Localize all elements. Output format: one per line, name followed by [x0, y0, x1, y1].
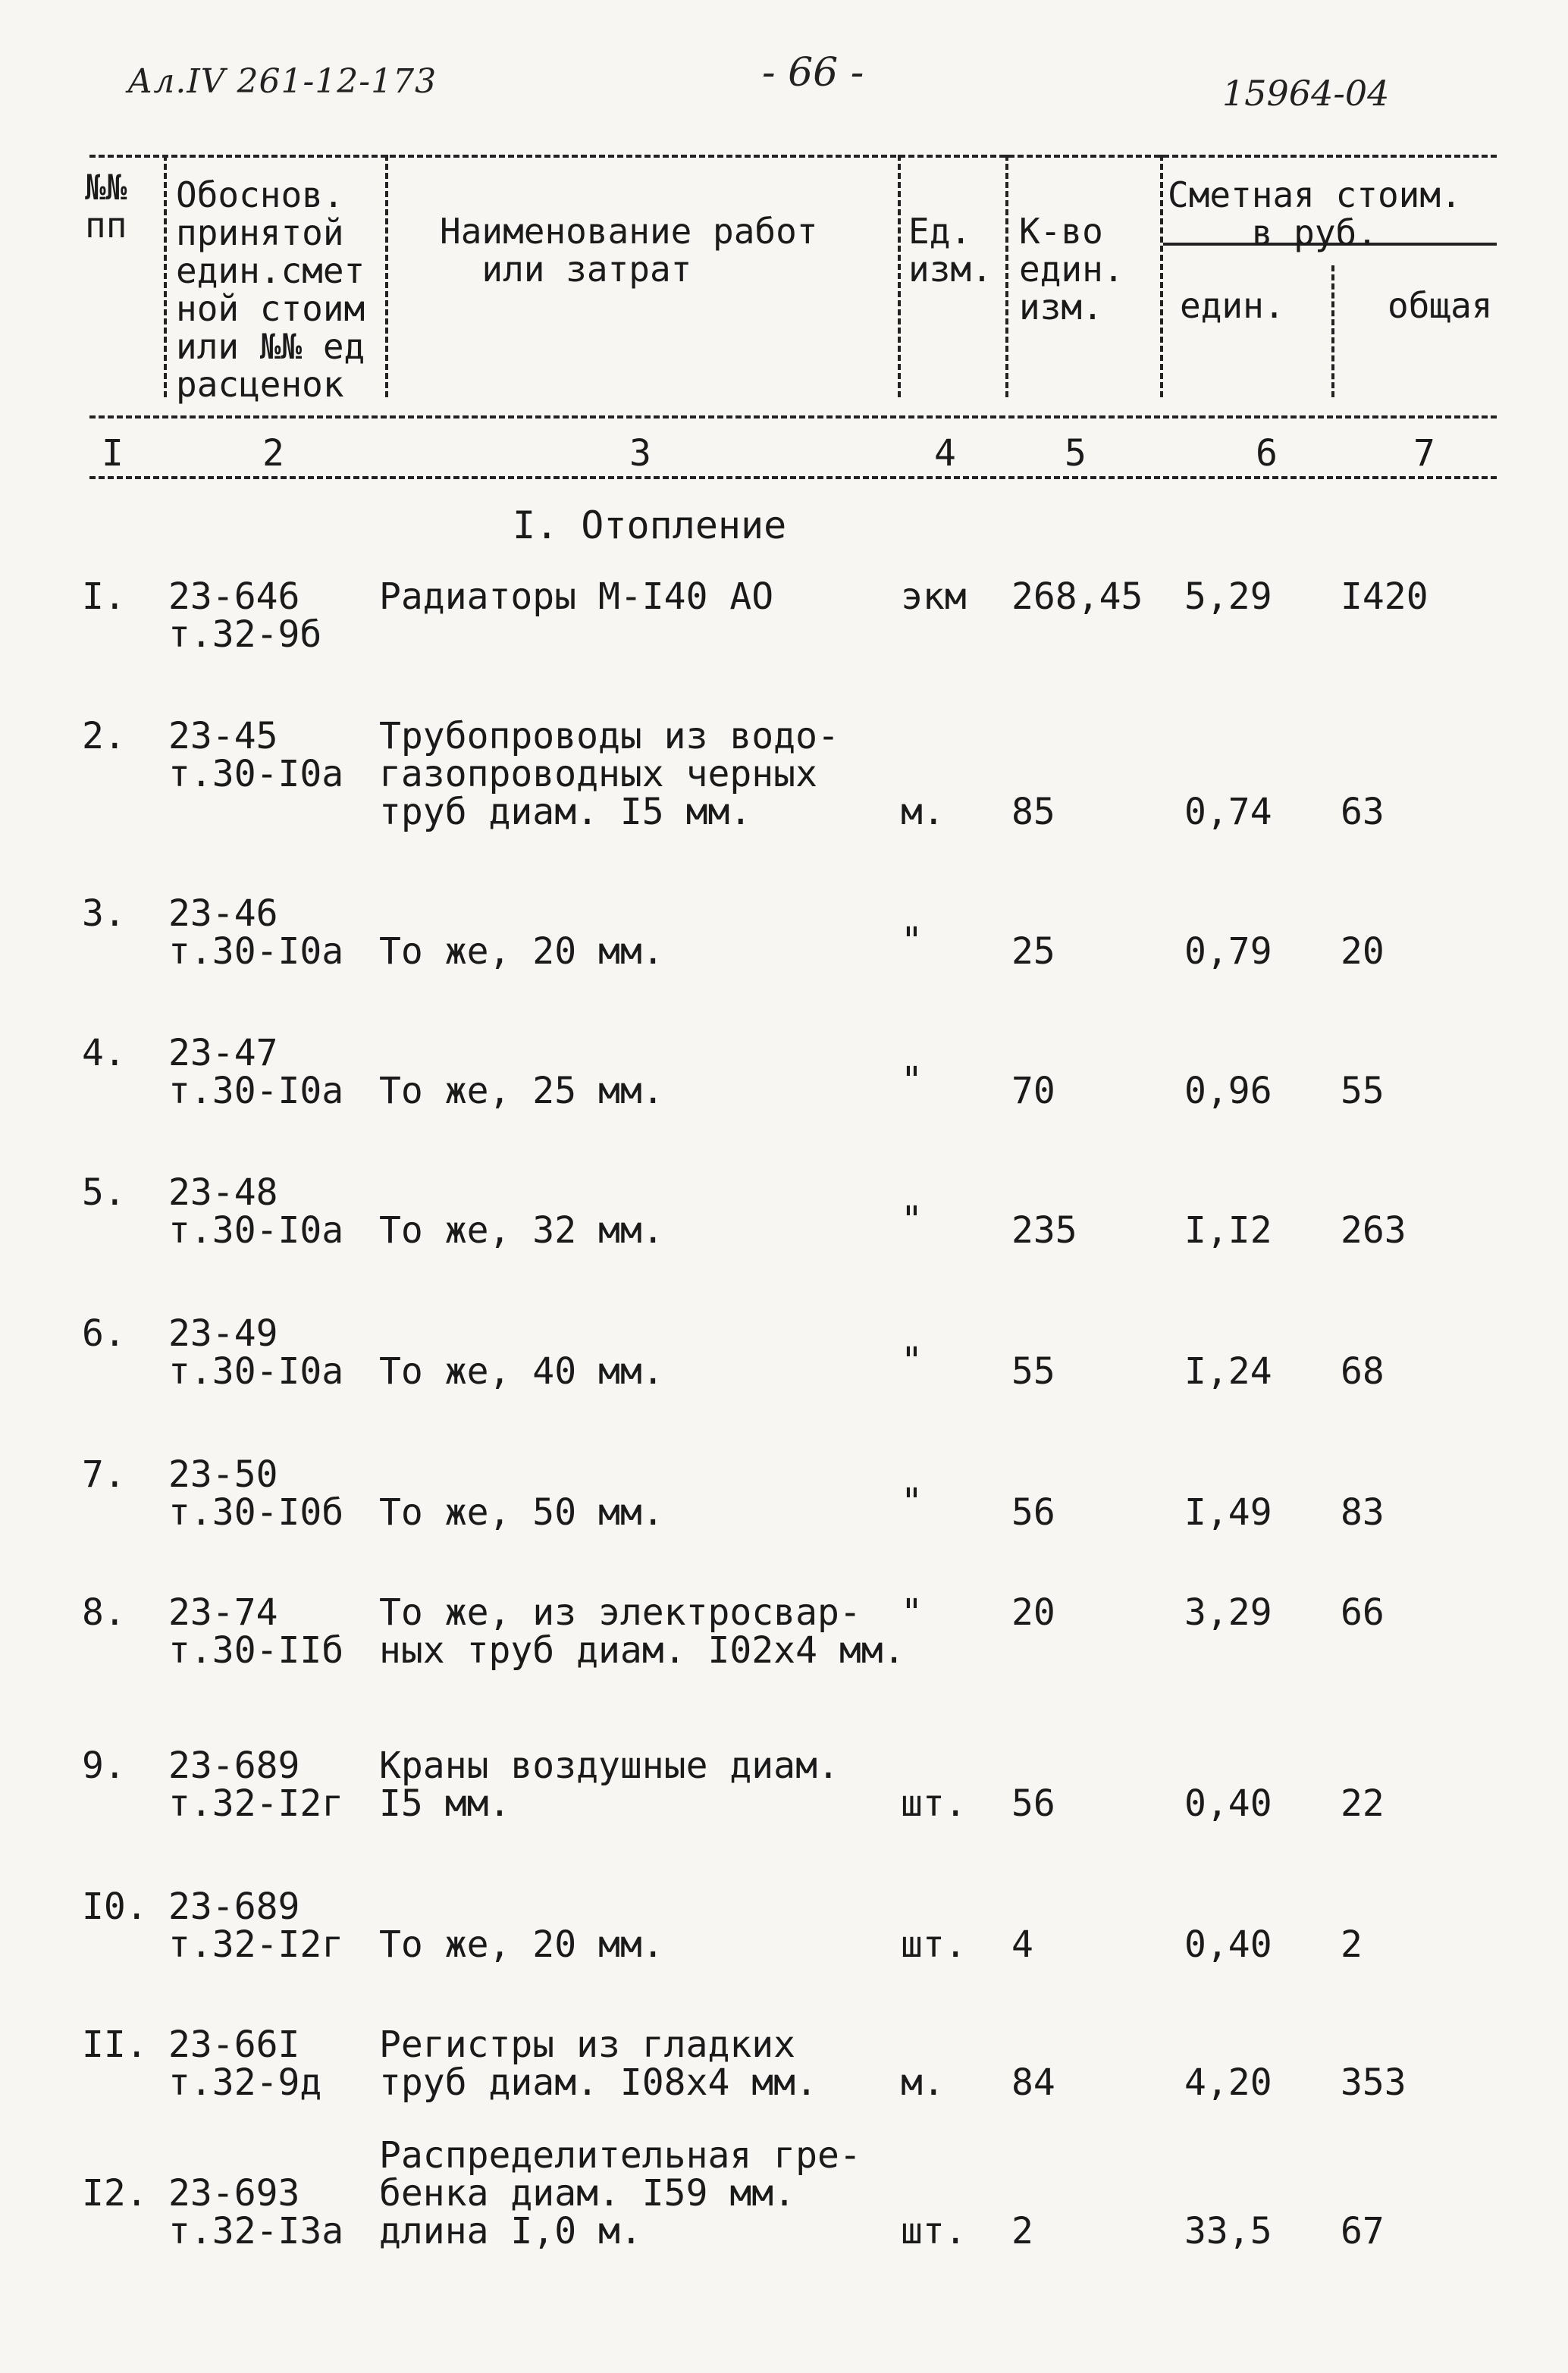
- colnum-6: 6: [1256, 432, 1278, 475]
- row-number: I0.: [82, 1886, 148, 1928]
- row-unit-cost: I,49: [1184, 1491, 1272, 1534]
- row-number: 7.: [82, 1453, 126, 1496]
- row-total-cost: 55: [1341, 1070, 1385, 1112]
- row-quantity: 85: [1011, 791, 1055, 833]
- row-basis-code: 23-47 т.30-I0а: [168, 1032, 344, 1112]
- row-unit: ": [901, 1059, 923, 1102]
- row-basis-code: 23-49 т.30-I0а: [168, 1312, 344, 1393]
- row-unit-cost: 5,29: [1184, 575, 1272, 618]
- col-divider-3: [898, 155, 901, 397]
- colnum-7: 7: [1413, 432, 1435, 475]
- row-total-cost: 66: [1341, 1591, 1385, 1634]
- row-basis-code: 23-74 т.30-IIб: [168, 1591, 344, 1672]
- row-quantity: 4: [1011, 1923, 1033, 1966]
- row-unit-cost: 0,96: [1184, 1070, 1272, 1112]
- row-total-cost: 2: [1341, 1923, 1363, 1966]
- row-unit: шт.: [901, 2210, 967, 2252]
- row-work-name: То же, 32 мм.: [379, 1209, 664, 1252]
- row-unit: ": [901, 1481, 923, 1523]
- row-basis-code: 23-693 т.32-I3а: [168, 2172, 344, 2252]
- colnum-1: I: [102, 432, 124, 475]
- row-unit-cost: 0,74: [1184, 791, 1272, 833]
- row-work-name: То же, 25 мм.: [379, 1070, 664, 1112]
- row-total-cost: 83: [1341, 1491, 1385, 1534]
- row-number: 8.: [82, 1591, 126, 1634]
- document-code: Ал.IV 261-12-173: [127, 62, 437, 101]
- row-work-name: Регистры из гладких труб диам. I08х4 мм.: [379, 2023, 817, 2104]
- row-quantity: 56: [1011, 1491, 1055, 1534]
- row-total-cost: I420: [1341, 575, 1428, 618]
- row-work-name: То же, 20 мм.: [379, 1923, 664, 1966]
- row-quantity: 235: [1011, 1209, 1077, 1252]
- row-total-cost: 263: [1341, 1209, 1406, 1252]
- row-total-cost: 353: [1341, 2061, 1406, 2104]
- row-unit: шт.: [901, 1782, 967, 1825]
- row-unit-cost: 0,79: [1184, 930, 1272, 973]
- header-cost-group: Сметная стоим. в руб.: [1168, 174, 1462, 253]
- row-number: 3.: [82, 892, 126, 935]
- header-col-total-cost: общая: [1388, 285, 1493, 326]
- row-basis-code: 23-689 т.32-I2г: [168, 1886, 344, 1966]
- row-quantity: 70: [1011, 1070, 1055, 1112]
- row-unit-cost: I,24: [1184, 1350, 1272, 1393]
- row-total-cost: 67: [1341, 2210, 1385, 2252]
- row-unit-cost: I,I2: [1184, 1209, 1272, 1252]
- row-unit: ": [901, 1199, 923, 1241]
- row-work-name: То же, из электросвар- ных труб диам. I02х4 мм.: [379, 1591, 905, 1672]
- header-col-qty: К-во един. изм.: [1019, 211, 1124, 328]
- row-unit-cost: 3,29: [1184, 1591, 1272, 1634]
- row-work-name: Распределительная гре- бенка диам. I59 мм. длина I,0 м.: [379, 2134, 861, 2252]
- row-quantity: 2: [1011, 2210, 1033, 2252]
- row-quantity: 268,45: [1011, 575, 1143, 618]
- page-number: - 66 -: [762, 50, 864, 96]
- row-work-name: Радиаторы М-I40 АО: [379, 575, 774, 618]
- row-total-cost: 63: [1341, 791, 1385, 833]
- row-basis-code: 23-646 т.32-9б: [168, 575, 322, 656]
- row-number: II.: [82, 2023, 148, 2066]
- col-divider-5: [1160, 155, 1163, 397]
- header-col-number: №№ пп: [85, 167, 127, 246]
- row-unit: ": [901, 1591, 923, 1634]
- row-basis-code: 23-46 т.30-I0а: [168, 892, 344, 973]
- row-total-cost: 20: [1341, 930, 1385, 973]
- row-unit-cost: 33,5: [1184, 2210, 1272, 2252]
- row-number: 9.: [82, 1744, 126, 1787]
- row-basis-code: 23-50 т.30-I0б: [168, 1453, 344, 1534]
- row-quantity: 20: [1011, 1591, 1055, 1634]
- colnum-bottom-rule: [89, 476, 1497, 479]
- row-unit: шт.: [901, 1923, 967, 1966]
- row-number: 6.: [82, 1312, 126, 1355]
- row-work-name: То же, 20 мм.: [379, 930, 664, 973]
- row-unit: м.: [901, 791, 945, 833]
- row-quantity: 84: [1011, 2061, 1055, 2104]
- header-col-unit: Ед. изм.: [908, 211, 993, 290]
- header-top-rule: [89, 155, 1497, 158]
- row-quantity: 25: [1011, 930, 1055, 973]
- row-number: I.: [82, 575, 126, 618]
- row-quantity: 56: [1011, 1782, 1055, 1825]
- row-work-name: То же, 50 мм.: [379, 1491, 664, 1534]
- row-number: 2.: [82, 715, 126, 757]
- row-unit: ": [901, 920, 923, 962]
- row-basis-code: 23-45 т.30-I0а: [168, 715, 344, 795]
- header-col-basis: Обоснов. принятой един.смет ной стоим или №№ ед расценок: [176, 174, 365, 405]
- row-number: I2.: [82, 2172, 148, 2215]
- row-number: 4.: [82, 1032, 126, 1074]
- header-col-unit-cost: един.: [1180, 285, 1285, 326]
- row-basis-code: 23-689 т.32-I2г: [168, 1744, 344, 1825]
- row-unit-cost: 0,40: [1184, 1923, 1272, 1966]
- colnum-2: 2: [262, 432, 284, 475]
- sheet-code: 15964-04: [1222, 73, 1390, 114]
- row-unit: м.: [901, 2061, 945, 2104]
- row-quantity: 55: [1011, 1350, 1055, 1393]
- header-bottom-rule: [89, 415, 1497, 418]
- colnum-4: 4: [934, 432, 956, 475]
- col-divider-6: [1331, 265, 1334, 397]
- col-divider-2: [385, 155, 388, 397]
- header-col-name: Наименование работ или затрат: [440, 211, 818, 290]
- row-work-name: Трубопроводы из водо- газопроводных черных труб диам. I5 мм.: [379, 715, 839, 833]
- row-work-name: Краны воздушные диам. I5 мм.: [379, 1744, 839, 1825]
- row-unit: ": [901, 1340, 923, 1382]
- row-number: 5.: [82, 1171, 126, 1214]
- colnum-3: 3: [629, 432, 651, 475]
- row-unit: экм: [901, 575, 967, 618]
- col-divider-4: [1005, 155, 1008, 397]
- row-basis-code: 23-66I т.32-9д: [168, 2023, 322, 2104]
- row-unit-cost: 4,20: [1184, 2061, 1272, 2104]
- row-total-cost: 22: [1341, 1782, 1385, 1825]
- row-work-name: То же, 40 мм.: [379, 1350, 664, 1393]
- row-unit-cost: 0,40: [1184, 1782, 1272, 1825]
- row-basis-code: 23-48 т.30-I0а: [168, 1171, 344, 1252]
- colnum-5: 5: [1065, 432, 1087, 475]
- section-title: I. Отопление: [513, 503, 787, 547]
- row-total-cost: 68: [1341, 1350, 1385, 1393]
- col-divider-1: [164, 155, 167, 397]
